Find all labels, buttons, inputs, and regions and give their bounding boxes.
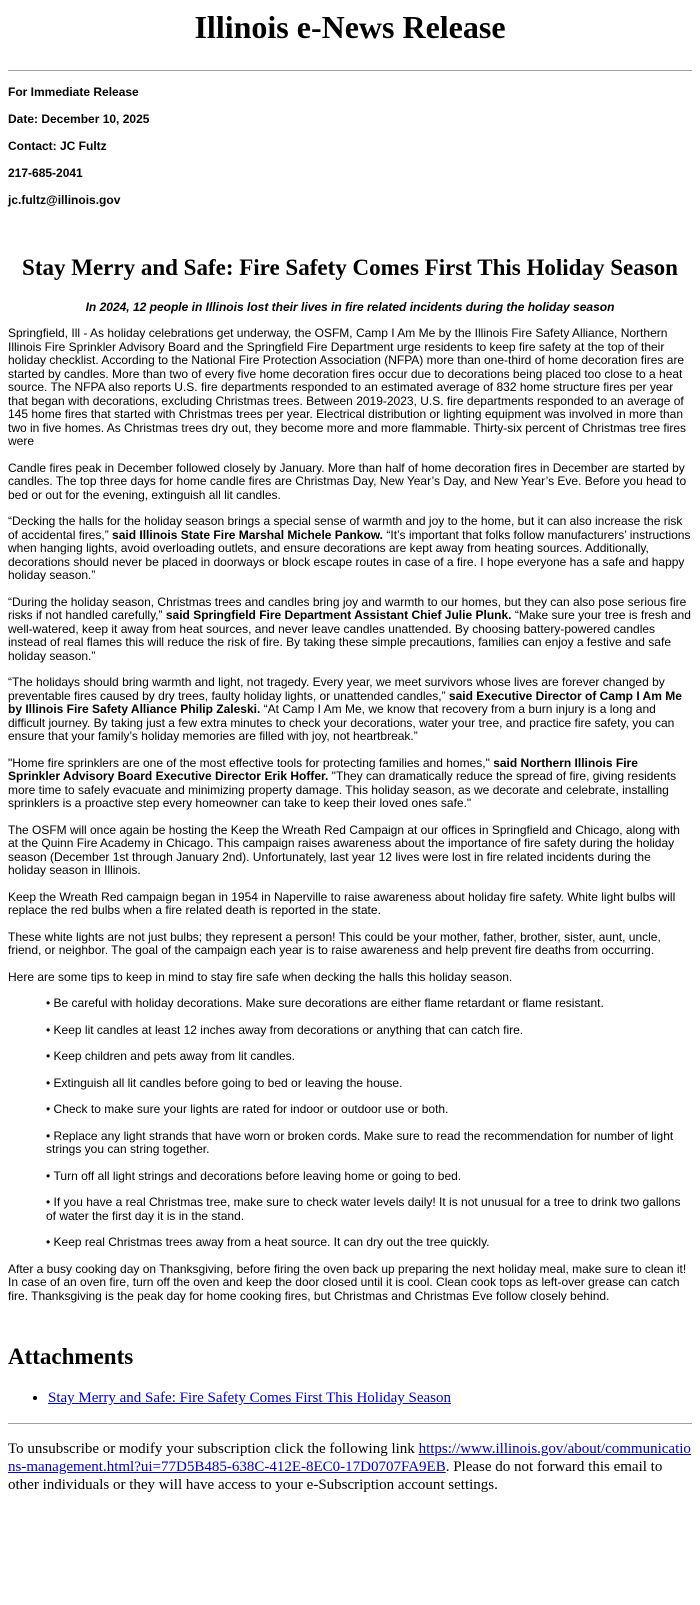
contact-phone: 217-685-2041 bbox=[8, 166, 83, 180]
email-page bbox=[0, 8, 700, 1494]
attachments-heading: Attachments bbox=[8, 1344, 134, 1369]
paragraph-wreath-history: Keep the Wreath Red campaign began in 1954 in Naperville to raise awareness about holiday fire safety. White light bulbs will replace the red bulbs when a fire related death is reported in the state. bbox=[8, 889, 676, 917]
paragraph-tips-intro: Here are some tips to keep in mind to stay fire safe when decking the halls this holiday season. bbox=[8, 969, 513, 984]
quote-sprinkler-board bbox=[8, 757, 692, 811]
tip-item: • If you have a real Christmas tree, make sure to check water levels daily! It is not unusual for a tree to drink two gallons of water the first day it is in the stand. bbox=[46, 1196, 692, 1223]
masthead-title: Illinois e-News Release bbox=[194, 9, 506, 45]
paragraph-candles: Candle fires peak in December followed closely by January. More than half of home decoration fires in December are started by candles. The top three days for home candle fires are Christmas Day, New Year’s Day, and New Year’s Eve. Before you head to bed or out for the evening, extinguish all lit candles. bbox=[8, 460, 687, 502]
tip-item: • Extinguish all lit candles before going to bed or leaving the house. bbox=[46, 1077, 692, 1091]
footer-text: To unsubscribe or modify your subscription click the following link bbox=[8, 1441, 419, 1457]
unsubscribe-link[interactable]: https://www.illinois.gov/about/communications-management.html?ui=77D5B485-638C-412E-8EC0-17D0707FA9EB bbox=[8, 1441, 691, 1475]
quote-text: “The holidays should bring warmth and light, not tragedy. Every year, we meet survivors whose lives are forever changed by preventable fires caused by dry trees, faulty holiday lights, or unattended candles,” bbox=[8, 675, 665, 703]
quote-attribution: said Northern Illinois Fire Sprinkler Advisory Board Executive Director Erik Hoffer. bbox=[8, 755, 638, 783]
attachment-link[interactable]: Stay Merry and Safe: Fire Safety Comes First This Holiday Season bbox=[48, 1390, 452, 1406]
quote-text: “It’s important that folks follow manufacturers’ instructions when hanging lights, avoid overloading outlets, and ensure decorations are kept away from heating sources. Additionally, decorations should never be placed in doorways or block escape routes in case of a fire. I hope everyone has a safe and happy holiday season.” bbox=[8, 527, 691, 582]
quote-text: "Home fire sprinklers are one of the most effective tools for protecting families and homes," bbox=[8, 755, 494, 770]
contact-email: jc.fultz@illinois.gov bbox=[8, 193, 121, 207]
contact-name: Contact: JC Fultz bbox=[8, 139, 107, 153]
quote-fire-marshal bbox=[8, 515, 692, 583]
quote-camp-i-am-me bbox=[8, 676, 692, 744]
quote-attribution: said Springfield Fire Department Assistant Chief Julie Plunk. bbox=[165, 608, 512, 622]
paragraph-intro: Springfield, Ill - As holiday celebrations get underway, the OSFM, Camp I Am Me by the Illinois Fire Safety Alliance, Northern Illinois Fire Sprinkler Advisory Board and the Springfield Fire Department urge residents to keep fire safety at the top of their holiday checklist. According to the National Fire Protection Association (NFPA) more than one-third of home decoration fires are started by candles. More than two of every five home decoration fires occur due to decorations being placed too close to a heat source. The NFPA also reports U.S. fire departments responded to an estimated average of 832 home structure fires per year that began with decorations, excluding Christmas trees. Between 2019-2023, U.S. fire departments responded to an average of 145 home fires that started with Christmas trees per year. Electrical distribution or lighting equipment was involved in more than two in five homes. As Christmas trees dry out, they become more and more flammable. Thirty-six percent of Christmas tree fires were bbox=[8, 326, 687, 448]
release-meta bbox=[8, 85, 692, 207]
release-date: Date: December 10, 2025 bbox=[8, 112, 150, 126]
quote-text: "They can dramatically reduce the spread of fire, giving residents more time to safely evacuate and minimizing property damage. This holiday season, as we decorate and celebrate, installing sprinklers is a proactive step every homeowner can take to keep their loved ones safe." bbox=[8, 769, 677, 810]
tips-list bbox=[8, 997, 692, 1250]
tip-item: • Keep real Christmas trees away from a heat source. It can dry out the tree quickly. bbox=[46, 1236, 692, 1250]
tip-item: • Keep lit candles at least 12 inches away from decorations or anything that can catch fire. bbox=[46, 1024, 692, 1038]
attachment-item bbox=[48, 1389, 692, 1407]
quote-text: “During the holiday season, Christmas trees and candles bring joy and warmth to our homes, but they can also pose serious fire risks if not handled carefully,” bbox=[8, 594, 687, 622]
quote-springfield-fd bbox=[8, 596, 692, 664]
tip-item: • Replace any light strands that have worn or broken cords. Make sure to read the recommendation for number of light strings you can string together. bbox=[46, 1130, 692, 1157]
unsubscribe-footer bbox=[8, 1440, 692, 1494]
quote-text: “Make sure your tree is fresh and well-watered, keep it away from heat sources, and never leave candles unattended. By choosing battery-powered candles instead of real flames this will reduce the risk of fire. By taking these simple precautions, families can enjoy a festive and safe holiday season.” bbox=[8, 608, 691, 663]
press-body bbox=[8, 327, 692, 1303]
footer-text: . Please do not forward this email to other individuals or they will have access to your e-Subscription account settings. bbox=[8, 1459, 663, 1493]
quote-text: “At Camp I Am Me, we know that recovery from a burn injury is a long and difficult journey. By taking just a few extra minutes to check your decorations, water your tree, and practice fire safety, you can ensure that your family’s holiday memories are filled with joy, not heartbreak.” bbox=[8, 702, 675, 743]
quote-attribution: said Illinois State Fire Marshal Michele Pankow. bbox=[112, 527, 384, 542]
paragraph-wreath-campaign: The OSFM will once again be hosting the Keep the Wreath Red Campaign at our offices in Springfield and Chicago, along with at the Quinn Fire Academy in Chicago. This campaign raises awareness about the importance of fire safety during the holiday season (December 1st through January 2nd). Unfortunately, last year 12 lives were lost in fire related incidents during the holiday season in Illinois. bbox=[8, 822, 680, 877]
quote-attribution: said Executive Director of Camp I Am Me by Illinois Fire Safety Alliance Philip Zaleski. bbox=[8, 688, 682, 716]
paragraph-thanksgiving: After a busy cooking day on Thanksgiving, before firing the oven back up preparing the next holiday meal, make sure to clean it! In case of an oven fire, turn off the oven and keep the door closed until it is cool. Clean cook tops as left-over grease can catch fire. Thanksgiving is the peak day for home cooking fires, but Christmas and Christmas Eve follow closely behind. bbox=[8, 1261, 687, 1303]
header-divider bbox=[8, 70, 692, 71]
paragraph-white-lights: These white lights are not just bulbs; they represent a person! This could be your mother, father, brother, sister, aunt, uncle, friend, or neighbor. The goal of the campaign each year is to raise awareness and help prevent fire deaths from occurring. bbox=[8, 929, 661, 957]
tip-item: • Be careful with holiday decorations. Make sure decorations are either flame retardant or flame resistant. bbox=[46, 997, 692, 1011]
footer-divider bbox=[8, 1423, 692, 1424]
quote-text: “Decking the halls for the holiday season brings a special sense of warmth and joy to the home, but it can also increase the risk of accidental fires,” bbox=[8, 514, 683, 542]
tip-item: • Turn off all light strings and decorations before leaving home or going to bed. bbox=[46, 1170, 692, 1184]
tip-item: • Keep children and pets away from lit candles. bbox=[46, 1050, 692, 1064]
press-headline: Stay Merry and Safe: Fire Safety Comes First This Holiday Season bbox=[22, 255, 678, 280]
release-label: For Immediate Release bbox=[8, 85, 139, 99]
tip-item: • Check to make sure your lights are rated for indoor or outdoor use or both. bbox=[46, 1103, 692, 1117]
press-subhead: In 2024, 12 people in Illinois lost their lives in fire related incidents during the holiday season bbox=[85, 300, 615, 314]
attachments-list bbox=[8, 1389, 692, 1407]
